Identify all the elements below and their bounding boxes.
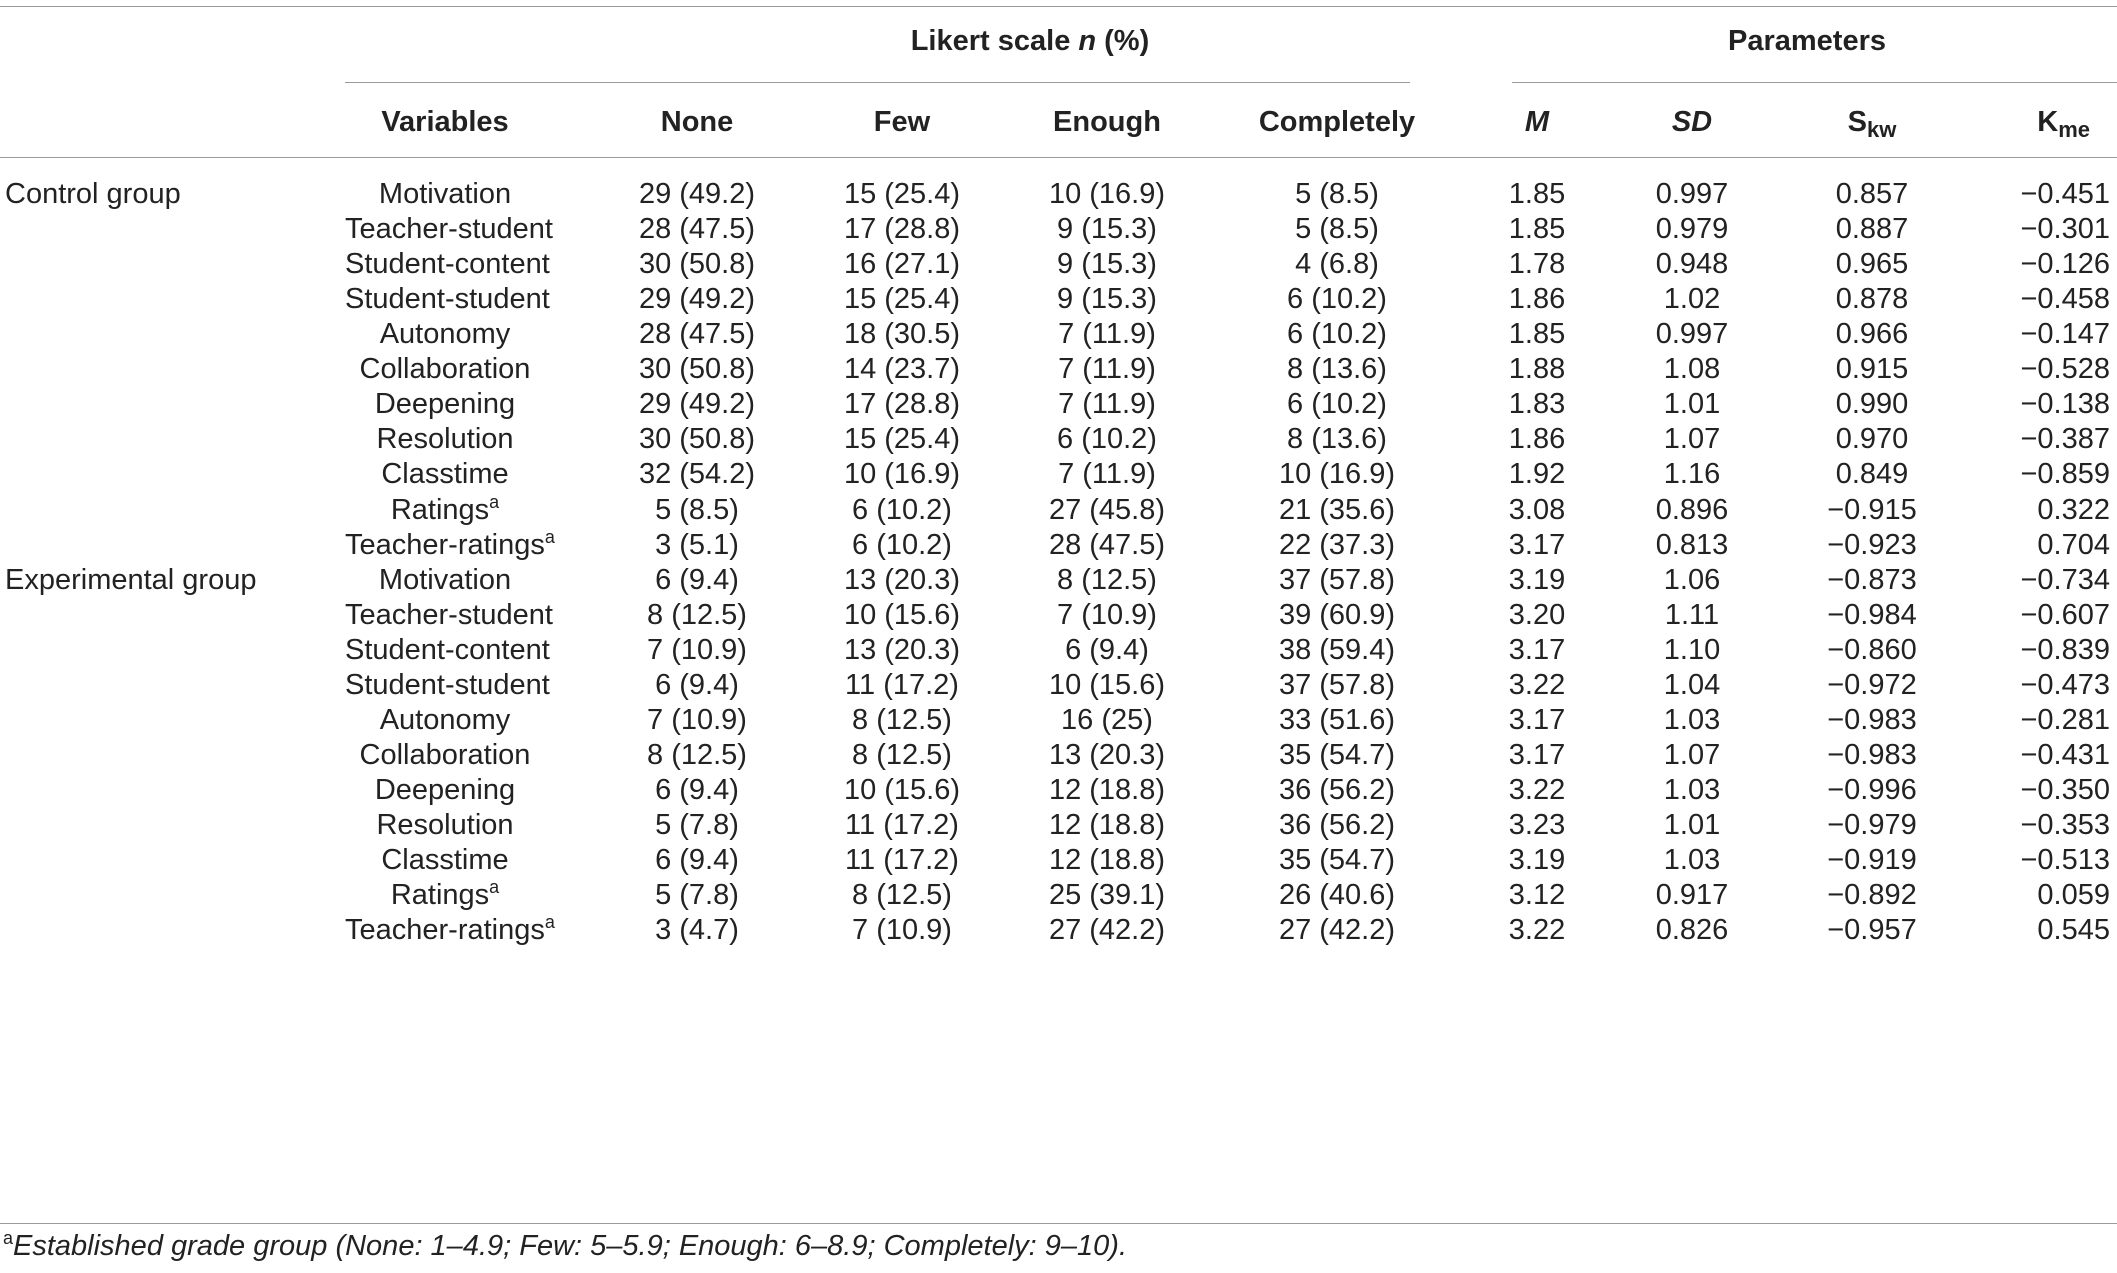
skw-cell: −0.983 — [1827, 739, 1917, 771]
kme-cell: −0.607 — [2020, 599, 2110, 631]
variable-cell — [345, 211, 553, 247]
few-cell: 15 (25.4) — [843, 423, 961, 455]
enough-cell: 27 (45.8) — [1048, 494, 1166, 526]
enough-cell: 9 (15.3) — [1057, 283, 1157, 315]
sd-cell: 0.813 — [1655, 529, 1729, 561]
none-cell: 28 (47.5) — [638, 213, 756, 245]
enough-cell: 13 (20.3) — [1048, 739, 1166, 771]
none-cell: 29 (49.2) — [638, 178, 756, 210]
completely-cell: 22 (37.3) — [1278, 529, 1396, 561]
completely-cell: 21 (35.6) — [1278, 494, 1396, 526]
skw-cell: 0.887 — [1835, 213, 1909, 245]
kme-cell: −0.734 — [2020, 564, 2110, 596]
kme-cell: −0.859 — [2020, 458, 2110, 490]
kme-cell: −0.147 — [2020, 318, 2110, 350]
sd-cell: 0.896 — [1655, 494, 1729, 526]
completely-cell: 39 (60.9) — [1278, 599, 1396, 631]
sd-cell: 1.02 — [1663, 283, 1721, 315]
none-cell: 30 (50.8) — [638, 248, 756, 280]
col-header-few: Few — [873, 106, 931, 138]
m-cell: 1.86 — [1508, 283, 1566, 315]
enough-cell: 16 (25) — [1061, 704, 1153, 736]
sd-cell: 1.08 — [1663, 353, 1721, 385]
col-header-sd: SD — [1671, 106, 1713, 138]
skw-cell: −0.860 — [1827, 634, 1917, 666]
sd-cell: 1.03 — [1663, 704, 1721, 736]
skw-cell: 0.965 — [1835, 248, 1909, 280]
skw-cell: −0.983 — [1827, 704, 1917, 736]
kme-cell: −0.513 — [2020, 844, 2110, 876]
none-cell: 29 (49.2) — [638, 388, 756, 420]
few-cell: 8 (12.5) — [852, 879, 952, 911]
variable-name: Deepening — [374, 388, 516, 420]
skw-cell: −0.915 — [1827, 494, 1917, 526]
variable-name: Ratings — [390, 879, 490, 911]
sd-cell: 1.11 — [1664, 599, 1720, 631]
none-cell: 5 (8.5) — [655, 494, 739, 526]
completely-cell: 8 (13.6) — [1287, 353, 1387, 385]
col-header-none: None — [660, 106, 734, 138]
skw-cell: −0.923 — [1827, 529, 1917, 561]
enough-cell: 12 (18.8) — [1048, 774, 1166, 806]
m-cell: 1.83 — [1508, 388, 1566, 420]
none-cell: 6 (9.4) — [655, 844, 739, 876]
completely-cell: 5 (8.5) — [1295, 213, 1379, 245]
footnote-ref: a — [544, 527, 555, 547]
variable-cell — [345, 597, 553, 633]
few-cell: 7 (10.9) — [852, 914, 952, 946]
footnote-marker: a — [3, 1228, 14, 1248]
skw-cell: 0.915 — [1835, 353, 1909, 385]
sd-cell: 1.10 — [1663, 634, 1721, 666]
skw-cell: 0.878 — [1835, 283, 1909, 315]
m-cell: 3.22 — [1508, 669, 1566, 701]
col-header-enough: Enough — [1053, 106, 1161, 138]
m-cell: 1.78 — [1508, 248, 1566, 280]
footnote-text: Established grade group (None: 1–4.9; Few: 5–5.9; Enough: 6–8.9; Completely: 9–10). — [13, 1230, 1128, 1262]
few-cell: 15 (25.4) — [843, 178, 961, 210]
m-cell: 3.17 — [1508, 739, 1566, 771]
completely-cell: 35 (54.7) — [1278, 844, 1396, 876]
few-cell: 11 (17.2) — [845, 669, 959, 701]
none-cell: 3 (4.7) — [655, 914, 739, 946]
header-bottom-rule — [0, 157, 2117, 158]
none-cell: 6 (9.4) — [655, 669, 739, 701]
variable-cell — [345, 281, 550, 317]
variable-name: Teacher-ratings — [345, 529, 545, 561]
variable-cell — [345, 492, 545, 528]
kme-cell: −0.451 — [2020, 178, 2110, 210]
variable-cell — [345, 386, 545, 422]
variable-cell — [345, 702, 545, 738]
enough-cell: 9 (15.3) — [1057, 213, 1157, 245]
parameters-span-rule — [1512, 82, 2117, 83]
m-cell: 1.88 — [1508, 353, 1566, 385]
few-cell: 11 (17.2) — [845, 809, 959, 841]
few-cell: 15 (25.4) — [843, 283, 961, 315]
variable-name: Teacher-ratings — [345, 914, 545, 946]
skw-cell: −0.919 — [1827, 844, 1917, 876]
variable-name: Motivation — [378, 178, 512, 210]
variable-name: Collaboration — [359, 739, 531, 771]
few-cell: 17 (28.8) — [843, 213, 961, 245]
skw-cell: −0.996 — [1827, 774, 1917, 806]
m-cell: 1.92 — [1508, 458, 1566, 490]
few-cell: 6 (10.2) — [852, 494, 952, 526]
variable-cell — [345, 737, 545, 773]
variable-cell — [345, 807, 545, 843]
sd-cell: 0.826 — [1655, 914, 1729, 946]
none-cell: 8 (12.5) — [647, 739, 747, 771]
kme-cell: −0.281 — [2020, 704, 2110, 736]
footnote-ref: a — [544, 912, 555, 932]
skw-cell: 0.990 — [1835, 388, 1909, 420]
skw-cell: 0.970 — [1835, 423, 1909, 455]
few-cell: 8 (12.5) — [852, 739, 952, 771]
enough-cell: 7 (11.9) — [1058, 388, 1156, 420]
m-cell: 3.22 — [1508, 774, 1566, 806]
kme-cell: 0.545 — [2037, 914, 2110, 946]
skw-cell: −0.957 — [1827, 914, 1917, 946]
kme-cell: −0.126 — [2020, 248, 2110, 280]
variable-cell — [345, 772, 545, 808]
kme-cell: 0.059 — [2037, 879, 2110, 911]
enough-cell: 9 (15.3) — [1057, 248, 1157, 280]
variable-cell — [345, 316, 545, 352]
table-top-rule — [0, 6, 2117, 7]
m-cell: 3.17 — [1508, 704, 1566, 736]
col-header-mean: M — [1524, 106, 1550, 138]
sd-cell: 1.03 — [1663, 774, 1721, 806]
completely-cell: 5 (8.5) — [1295, 178, 1379, 210]
none-cell: 6 (9.4) — [655, 774, 739, 806]
few-cell: 8 (12.5) — [852, 704, 952, 736]
table-footnote — [3, 1228, 1127, 1264]
variable-name: Resolution — [376, 809, 514, 841]
none-cell: 7 (10.9) — [647, 704, 747, 736]
table-bottom-rule — [0, 1223, 2117, 1224]
few-cell: 14 (23.7) — [843, 353, 961, 385]
completely-cell: 33 (51.6) — [1278, 704, 1396, 736]
m-cell: 3.12 — [1508, 879, 1566, 911]
footnote-ref: a — [489, 492, 500, 512]
skw-cell: −0.979 — [1827, 809, 1917, 841]
sd-cell: 0.917 — [1655, 879, 1729, 911]
variable-cell — [345, 456, 545, 492]
none-cell: 3 (5.1) — [655, 529, 739, 561]
group-label: Control group — [5, 178, 181, 210]
kme-cell: −0.839 — [2020, 634, 2110, 666]
completely-cell: 6 (10.2) — [1287, 283, 1387, 315]
m-cell: 3.19 — [1508, 564, 1566, 596]
completely-cell: 10 (16.9) — [1278, 458, 1396, 490]
skw-cell: −0.984 — [1827, 599, 1917, 631]
variable-cell — [345, 877, 545, 913]
footnote-ref: a — [489, 877, 500, 897]
completely-cell: 4 (6.8) — [1295, 248, 1379, 280]
variable-name: Motivation — [378, 564, 512, 596]
parameters-header: Parameters — [1728, 25, 1886, 57]
few-cell: 13 (20.3) — [843, 564, 961, 596]
enough-cell: 10 (16.9) — [1048, 178, 1166, 210]
variable-name: Student-content — [345, 248, 550, 280]
sd-cell: 1.16 — [1663, 458, 1721, 490]
variable-cell — [345, 842, 545, 878]
variable-name: Autonomy — [379, 318, 511, 350]
m-cell: 3.08 — [1508, 494, 1566, 526]
skw-cell: 0.966 — [1835, 318, 1909, 350]
enough-cell: 7 (10.9) — [1057, 599, 1157, 631]
sd-cell: 1.01 — [1663, 809, 1721, 841]
variable-name: Classtime — [381, 458, 509, 490]
skw-cell: 0.857 — [1835, 178, 1909, 210]
completely-cell: 6 (10.2) — [1287, 388, 1387, 420]
m-cell: 1.85 — [1508, 318, 1566, 350]
skw-cell: 0.849 — [1835, 458, 1909, 490]
m-cell: 3.22 — [1508, 914, 1566, 946]
completely-cell: 36 (56.2) — [1278, 774, 1396, 806]
m-cell: 3.23 — [1508, 809, 1566, 841]
variable-name: Deepening — [374, 774, 516, 806]
enough-cell: 28 (47.5) — [1048, 529, 1166, 561]
enough-cell: 6 (9.4) — [1065, 634, 1149, 666]
variable-name: Teacher-student — [345, 599, 553, 631]
kme-cell: −0.387 — [2020, 423, 2110, 455]
completely-cell: 35 (54.7) — [1278, 739, 1396, 771]
variable-cell — [345, 527, 555, 563]
none-cell: 5 (7.8) — [655, 809, 739, 841]
completely-cell: 26 (40.6) — [1278, 879, 1396, 911]
completely-cell: 8 (13.6) — [1287, 423, 1387, 455]
variable-cell — [345, 562, 545, 598]
variable-cell — [345, 351, 545, 387]
kme-cell: −0.353 — [2020, 809, 2110, 841]
m-cell: 3.19 — [1508, 844, 1566, 876]
m-cell: 3.20 — [1508, 599, 1566, 631]
sd-cell: 1.07 — [1663, 423, 1721, 455]
variable-name: Student-student — [345, 283, 550, 315]
few-cell: 10 (15.6) — [843, 774, 961, 806]
variable-cell — [345, 421, 545, 457]
kme-cell: 0.322 — [2037, 494, 2110, 526]
enough-cell: 27 (42.2) — [1048, 914, 1166, 946]
variable-cell — [345, 176, 545, 212]
completely-cell: 36 (56.2) — [1278, 809, 1396, 841]
kme-cell: −0.350 — [2020, 774, 2110, 806]
enough-cell: 7 (11.9) — [1058, 318, 1156, 350]
sd-cell: 1.06 — [1663, 564, 1721, 596]
none-cell: 5 (7.8) — [655, 879, 739, 911]
variable-name: Ratings — [390, 494, 490, 526]
none-cell: 8 (12.5) — [647, 599, 747, 631]
variable-cell — [345, 667, 550, 703]
few-cell: 10 (15.6) — [843, 599, 961, 631]
variable-name: Collaboration — [359, 353, 531, 385]
skw-cell: −0.873 — [1827, 564, 1917, 596]
kme-cell: −0.138 — [2020, 388, 2110, 420]
kme-cell: −0.431 — [2020, 739, 2110, 771]
skw-cell: −0.892 — [1827, 879, 1917, 911]
sd-cell: 1.03 — [1663, 844, 1721, 876]
sd-cell: 0.997 — [1655, 318, 1729, 350]
none-cell: 28 (47.5) — [638, 318, 756, 350]
sd-cell: 1.07 — [1663, 739, 1721, 771]
completely-cell: 6 (10.2) — [1287, 318, 1387, 350]
likert-prefix: Likert scale — [910, 25, 1079, 57]
few-cell: 17 (28.8) — [843, 388, 961, 420]
skw-cell: −0.972 — [1827, 669, 1917, 701]
none-cell: 6 (9.4) — [655, 564, 739, 596]
enough-cell: 25 (39.1) — [1048, 879, 1166, 911]
completely-cell: 38 (59.4) — [1278, 634, 1396, 666]
m-cell: 1.85 — [1508, 213, 1566, 245]
completely-cell: 37 (57.8) — [1278, 669, 1396, 701]
kme-cell: −0.473 — [2020, 669, 2110, 701]
completely-cell: 37 (57.8) — [1278, 564, 1396, 596]
few-cell: 10 (16.9) — [843, 458, 961, 490]
col-header-completely: Completely — [1258, 106, 1416, 138]
group-label: Experimental group — [5, 564, 257, 596]
likert-scale-header — [860, 23, 1200, 59]
few-cell: 13 (20.3) — [843, 634, 961, 666]
col-header-kurtosis: $K_{me}$ — [2037, 106, 2090, 142]
variable-name: Student-student — [345, 669, 550, 701]
variable-cell — [345, 632, 550, 668]
sd-cell: 0.948 — [1655, 248, 1729, 280]
enough-cell: 7 (11.9) — [1058, 458, 1156, 490]
few-cell: 6 (10.2) — [852, 529, 952, 561]
m-cell: 1.86 — [1508, 423, 1566, 455]
variable-name: Student-content — [345, 634, 550, 666]
few-cell: 11 (17.2) — [845, 844, 959, 876]
enough-cell: 8 (12.5) — [1057, 564, 1157, 596]
kme-cell: −0.458 — [2020, 283, 2110, 315]
kme-cell: −0.301 — [2020, 213, 2110, 245]
sd-cell: 0.997 — [1655, 178, 1729, 210]
variable-name: Resolution — [376, 423, 514, 455]
few-cell: 16 (27.1) — [843, 248, 961, 280]
sd-cell: 1.04 — [1663, 669, 1721, 701]
sd-cell: 0.979 — [1655, 213, 1729, 245]
likert-span-rule — [345, 82, 1410, 83]
variable-name: Teacher-student — [345, 213, 553, 245]
none-cell: 30 (50.8) — [638, 353, 756, 385]
enough-cell: 12 (18.8) — [1048, 844, 1166, 876]
variable-name: Classtime — [381, 844, 509, 876]
few-cell: 18 (30.5) — [843, 318, 961, 350]
none-cell: 7 (10.9) — [647, 634, 747, 666]
enough-cell: 7 (11.9) — [1058, 353, 1156, 385]
m-cell: 3.17 — [1508, 529, 1566, 561]
completely-cell: 27 (42.2) — [1278, 914, 1396, 946]
enough-cell: 12 (18.8) — [1048, 809, 1166, 841]
kme-cell: 0.704 — [2037, 529, 2110, 561]
none-cell: 29 (49.2) — [638, 283, 756, 315]
m-cell: 1.85 — [1508, 178, 1566, 210]
enough-cell: 10 (15.6) — [1048, 669, 1166, 701]
variable-cell — [345, 912, 555, 948]
variable-cell — [345, 246, 550, 282]
kme-cell: −0.528 — [2020, 353, 2110, 385]
likert-suffix: (%) — [1096, 25, 1150, 57]
m-cell: 3.17 — [1508, 634, 1566, 666]
col-header-variables: Variables — [381, 106, 509, 138]
none-cell: 30 (50.8) — [638, 423, 756, 455]
enough-cell: 6 (10.2) — [1057, 423, 1157, 455]
likert-n: n — [1078, 25, 1097, 57]
sd-cell: 1.01 — [1663, 388, 1721, 420]
none-cell: 32 (54.2) — [638, 458, 756, 490]
variable-name: Autonomy — [379, 704, 511, 736]
col-header-skewness: $S_{kw}$ — [1847, 106, 1897, 142]
